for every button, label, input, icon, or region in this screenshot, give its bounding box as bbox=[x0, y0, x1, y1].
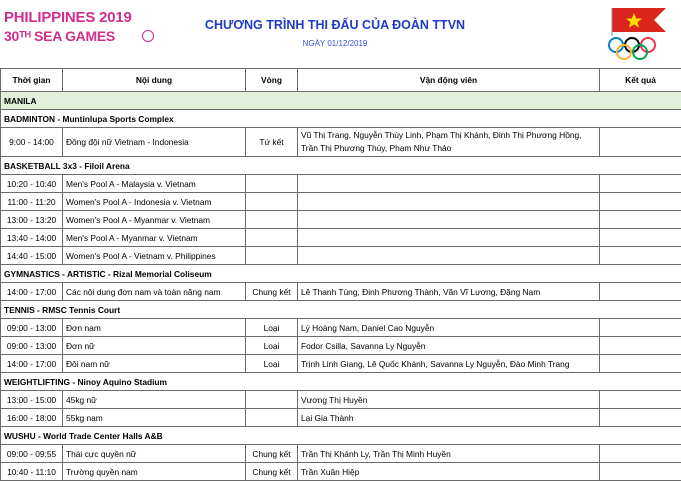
event-cell: Đơn nam bbox=[63, 319, 246, 337]
sea-games-logo bbox=[4, 9, 154, 49]
vietnam-olympic-logo-icon bbox=[604, 6, 674, 62]
schedule-table bbox=[0, 68, 681, 481]
athletes-cell: Lý Hoàng Nam, Daniel Cao Nguyễn bbox=[298, 319, 600, 337]
col-athletes-header: Vận động viên bbox=[298, 69, 600, 92]
result-cell bbox=[600, 355, 681, 373]
round-cell bbox=[246, 409, 298, 427]
athletes-cell bbox=[298, 229, 600, 247]
result-cell bbox=[600, 247, 681, 265]
table-row bbox=[1, 391, 681, 409]
olympic-rings-icon bbox=[609, 38, 655, 59]
athletes-cell: Trần Thị Khánh Ly, Trần Thị Minh Huyền bbox=[298, 445, 600, 463]
page-date: NGÀY 01/12/2019 bbox=[180, 39, 490, 48]
athletes-cell: Lại Gia Thành bbox=[298, 409, 600, 427]
time-cell: 13:40 - 14:00 bbox=[1, 229, 63, 247]
time-cell: 9:00 - 14:00 bbox=[1, 128, 63, 157]
page-title: CHƯƠNG TRÌNH THI ĐẤU CỦA ĐOÀN TTVN bbox=[180, 18, 490, 32]
event-cell: Trường quyền nam bbox=[63, 463, 246, 481]
table-row bbox=[1, 128, 681, 157]
result-cell bbox=[600, 319, 681, 337]
table-row bbox=[1, 229, 681, 247]
logo-line-1: PHILIPPINES 2019 bbox=[4, 9, 132, 26]
city-label: MANILA bbox=[1, 92, 681, 110]
city-row bbox=[1, 92, 681, 110]
event-cell: Women's Pool A - Myanmar v. Vietnam bbox=[63, 211, 246, 229]
group-title: BASKETBALL 3x3 - Filoil Arena bbox=[1, 157, 681, 175]
time-cell: 11:00 - 11:20 bbox=[1, 193, 63, 211]
time-cell: 10:20 - 10:40 bbox=[1, 175, 63, 193]
athletes-cell: Fodor Csilla, Savanna Ly Nguyễn bbox=[298, 337, 600, 355]
time-cell: 09:00 - 13:00 bbox=[1, 319, 63, 337]
event-cell: Men's Pool A - Myanmar v. Vietnam bbox=[63, 229, 246, 247]
time-cell: 13:00 - 13:20 bbox=[1, 211, 63, 229]
result-cell bbox=[600, 391, 681, 409]
col-event-header: Nội dung bbox=[63, 69, 246, 92]
table-row bbox=[1, 283, 681, 301]
table-row bbox=[1, 193, 681, 211]
time-cell: 13:00 - 15:00 bbox=[1, 391, 63, 409]
result-cell bbox=[600, 409, 681, 427]
logo-ring-icon bbox=[142, 30, 154, 42]
table-row bbox=[1, 337, 681, 355]
time-cell: 10:40 - 11:10 bbox=[1, 463, 63, 481]
round-cell bbox=[246, 247, 298, 265]
event-cell: Đơn nữ bbox=[63, 337, 246, 355]
group-header bbox=[1, 265, 681, 283]
athletes-cell: Trịnh Linh Giang, Lê Quốc Khánh, Savanna Ly Nguyễn, Đào Minh Trang bbox=[298, 355, 600, 373]
time-cell: 09:00 - 09:55 bbox=[1, 445, 63, 463]
event-cell: Thái cực quyền nữ bbox=[63, 445, 246, 463]
group-title: TENNIS - RMSC Tennis Court bbox=[1, 301, 681, 319]
table-row bbox=[1, 319, 681, 337]
athletes-cell bbox=[298, 193, 600, 211]
col-result-header: Kết quả bbox=[600, 69, 681, 92]
table-row bbox=[1, 445, 681, 463]
group-title: GYMNASTICS - ARTISTIC - Rizal Memorial Coliseum bbox=[1, 265, 681, 283]
table-row bbox=[1, 211, 681, 229]
athletes-cell: Vương Thị Huyền bbox=[298, 391, 600, 409]
time-cell: 14:40 - 15:00 bbox=[1, 247, 63, 265]
table-row bbox=[1, 355, 681, 373]
time-cell: 16:00 - 18:00 bbox=[1, 409, 63, 427]
result-cell bbox=[600, 211, 681, 229]
event-cell: 55kg nam bbox=[63, 409, 246, 427]
group-header bbox=[1, 301, 681, 319]
event-cell: Đôi nam nữ bbox=[63, 355, 246, 373]
round-cell bbox=[246, 175, 298, 193]
col-time-header: Thời gian bbox=[1, 69, 63, 92]
group-title: WEIGHTLIFTING - Ninoy Aquino Stadium bbox=[1, 373, 681, 391]
result-cell bbox=[600, 283, 681, 301]
group-title: BADMINTON - Muntinlupa Sports Complex bbox=[1, 110, 681, 128]
athletes-cell: Trần Xuân Hiệp bbox=[298, 463, 600, 481]
result-cell bbox=[600, 193, 681, 211]
group-header bbox=[1, 427, 681, 445]
round-cell: Tứ kết bbox=[246, 128, 298, 157]
event-cell: Đồng đội nữ Vietnam - Indonesia bbox=[63, 128, 246, 157]
athletes-cell bbox=[298, 247, 600, 265]
time-cell: 09:00 - 13:00 bbox=[1, 337, 63, 355]
result-cell bbox=[600, 128, 681, 157]
athletes-cell bbox=[298, 211, 600, 229]
table-row bbox=[1, 247, 681, 265]
round-cell: Loại bbox=[246, 355, 298, 373]
col-round-header: Vòng bbox=[246, 69, 298, 92]
event-cell: Men's Pool A - Malaysia v. Vietnam bbox=[63, 175, 246, 193]
result-cell bbox=[600, 337, 681, 355]
table-row bbox=[1, 175, 681, 193]
time-cell: 14:00 - 17:00 bbox=[1, 355, 63, 373]
group-header bbox=[1, 110, 681, 128]
athletes-cell: Vũ Thị Trang, Nguyễn Thùy Linh, Phạm Thị Khánh, Đinh Thị Phương Hồng, Trần Thị Phương Thúy, Phạm Như Thảo bbox=[298, 128, 600, 157]
result-cell bbox=[600, 229, 681, 247]
athletes-cell bbox=[298, 175, 600, 193]
result-cell bbox=[600, 445, 681, 463]
athletes-cell: Lê Thanh Tùng, Đinh Phương Thành, Văn Vĩ Lương, Đặng Nam bbox=[298, 283, 600, 301]
event-cell: Women's Pool A - Vietnam v. Philippines bbox=[63, 247, 246, 265]
event-cell: Women's Pool A - Indonesia v. Vietnam bbox=[63, 193, 246, 211]
round-cell: Chung kết bbox=[246, 445, 298, 463]
round-cell: Loại bbox=[246, 337, 298, 355]
round-cell: Chung kết bbox=[246, 463, 298, 481]
round-cell bbox=[246, 211, 298, 229]
event-cell: 45kg nữ bbox=[63, 391, 246, 409]
table-row bbox=[1, 409, 681, 427]
round-cell: Chung kết bbox=[246, 283, 298, 301]
result-cell bbox=[600, 175, 681, 193]
group-header bbox=[1, 157, 681, 175]
header-row bbox=[1, 69, 681, 92]
group-title: WUSHU - World Trade Center Halls A&B bbox=[1, 427, 681, 445]
event-cell: Các nội dung đơn nam và toàn năng nam bbox=[63, 283, 246, 301]
round-cell bbox=[246, 193, 298, 211]
round-cell bbox=[246, 229, 298, 247]
group-header bbox=[1, 373, 681, 391]
logo-line-2: 30ᵀᴴ SEA GAMES bbox=[4, 28, 115, 44]
time-cell: 14:00 - 17:00 bbox=[1, 283, 63, 301]
round-cell bbox=[246, 391, 298, 409]
round-cell: Loại bbox=[246, 319, 298, 337]
